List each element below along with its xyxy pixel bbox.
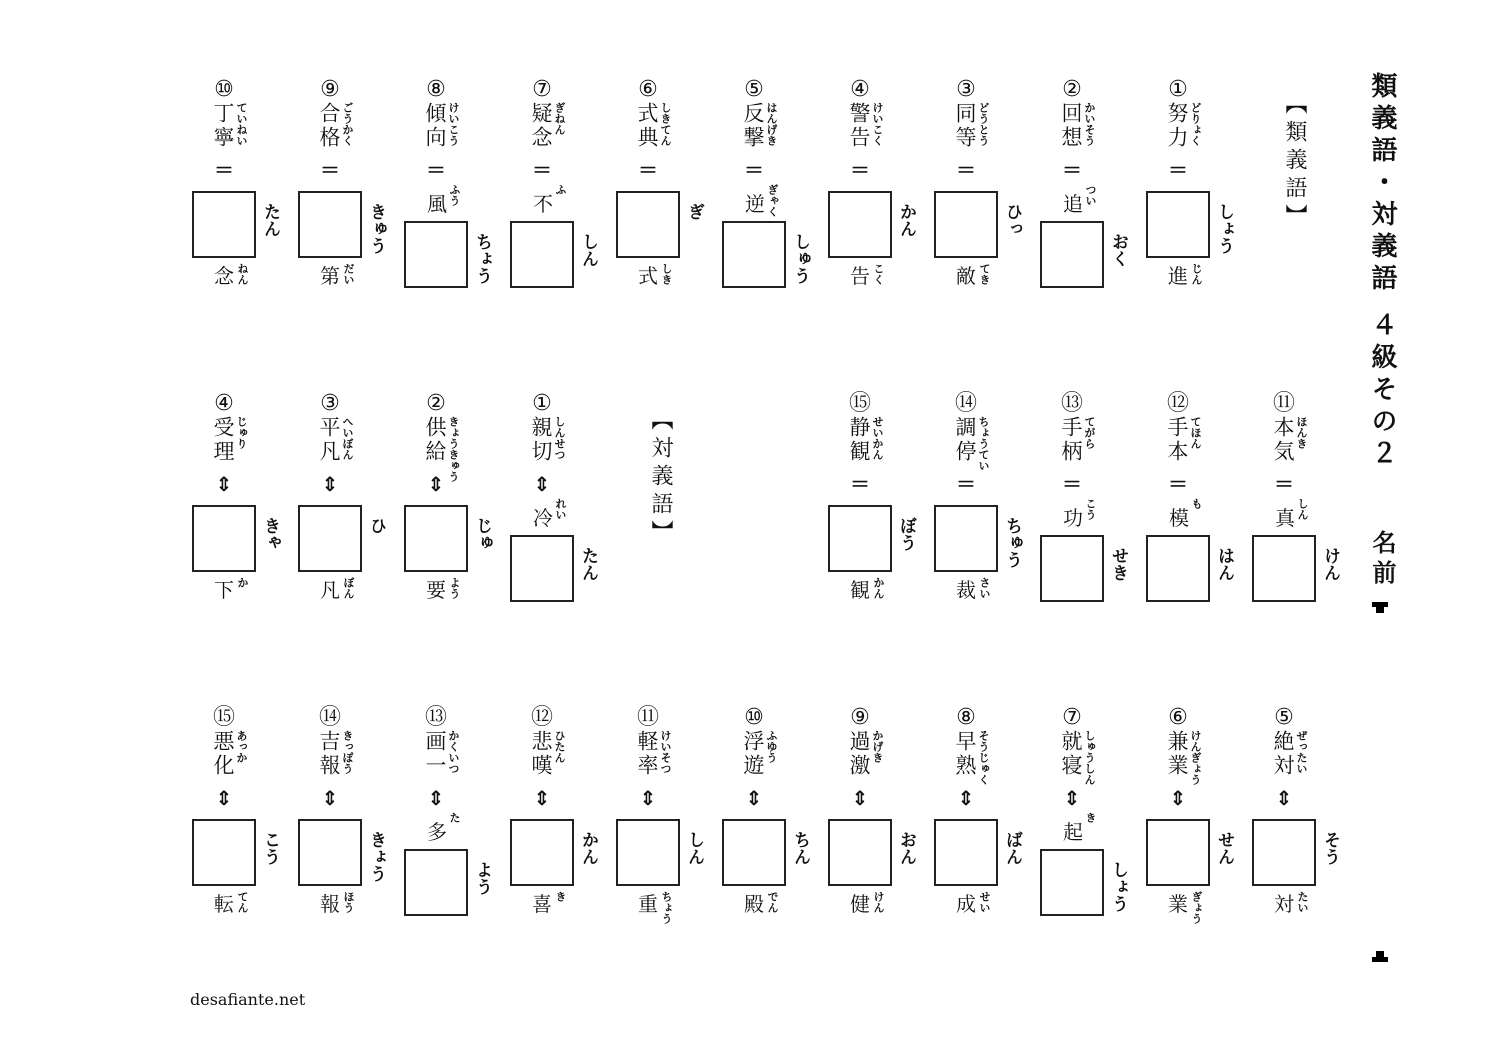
answer-box[interactable] [828, 505, 892, 572]
synonyms-item [192, 78, 292, 308]
source-word-reading: どうとう [977, 102, 990, 146]
answer-kana-hint: よう [472, 861, 492, 895]
hint-kanji: 不 [533, 192, 553, 216]
answer-box[interactable] [934, 819, 998, 886]
paired-kanji-reading: こく [872, 263, 885, 285]
hint-kanji: 冷 [533, 506, 553, 530]
paired-kanji: 対 [1274, 892, 1294, 916]
source-word: 受理 [211, 416, 235, 464]
question-number: ① [1168, 77, 1188, 102]
synonyms-item [828, 392, 928, 622]
paired-kanji: 第 [320, 264, 340, 288]
question-number: ④ [214, 391, 234, 416]
equals-icon: ＝ [1168, 472, 1188, 496]
paired-kanji-reading: しき [660, 263, 673, 285]
question-number: ⑧ [426, 77, 446, 102]
answer-kana-hint: せき [1108, 547, 1128, 581]
hint-kanji-reading: こう [1084, 498, 1097, 520]
answer-kana-hint: きゃ [260, 517, 280, 551]
answer-kana-hint: しん [578, 233, 598, 267]
equals-icon: ＝ [850, 472, 870, 496]
up-down-arrow-icon: ⇕ [427, 472, 445, 496]
paired-kanji-reading: き [554, 891, 567, 902]
antonyms-item [192, 706, 292, 936]
answer-box[interactable] [934, 505, 998, 572]
antonyms-item [510, 392, 610, 622]
question-number: ⑦ [532, 77, 552, 102]
equals-icon: ＝ [1062, 472, 1082, 496]
source-word-reading: あっか [235, 730, 248, 763]
source-word: 就寝 [1059, 730, 1083, 778]
paired-kanji-reading: か [236, 577, 249, 588]
up-down-arrow-icon: ⇕ [321, 786, 339, 810]
source-word: 警告 [847, 102, 871, 150]
answer-box[interactable] [722, 221, 786, 288]
paired-kanji-reading: ぼん [342, 577, 355, 599]
equals-icon: ＝ [956, 158, 976, 182]
source-word: 反撃 [741, 102, 765, 150]
source-word-reading: かくいつ [447, 730, 460, 774]
question-number: ② [1062, 77, 1082, 102]
answer-box[interactable] [510, 819, 574, 886]
antonyms-item [934, 706, 1034, 936]
hint-kanji-reading: れい [554, 498, 567, 520]
source-word: 浮遊 [741, 730, 765, 778]
paired-kanji: 念 [214, 264, 234, 288]
hint-kanji-reading: ぎゃく [766, 184, 779, 217]
antonyms-item [616, 706, 716, 936]
answer-box[interactable] [1040, 221, 1104, 288]
paired-kanji-reading: ぎょう [1190, 891, 1203, 924]
answer-box[interactable] [616, 819, 680, 886]
answer-kana-hint: たん [578, 547, 598, 581]
antonyms-item [828, 706, 928, 936]
answer-box[interactable] [722, 819, 786, 886]
answer-box[interactable] [298, 191, 362, 258]
paired-kanji-reading: たい [1296, 891, 1309, 913]
hint-kanji: 逆 [745, 192, 765, 216]
equals-icon: ＝ [744, 158, 764, 182]
source-word: 静観 [847, 416, 871, 464]
source-word-reading: じゅり [235, 416, 248, 449]
up-down-arrow-icon: ⇕ [321, 472, 339, 496]
question-number: ⑩ [744, 705, 764, 730]
paired-kanji: 業 [1168, 892, 1188, 916]
source-word: 努力 [1165, 102, 1189, 150]
question-number: ⑧ [956, 705, 976, 730]
source-word-reading: せいかん [871, 416, 884, 460]
paired-kanji: 進 [1168, 264, 1188, 288]
equals-icon: ＝ [426, 158, 446, 182]
antonyms-section-label: 【対義語】 [648, 408, 673, 548]
answer-kana-hint: しょう [1214, 203, 1234, 254]
name-bracket-close [1372, 948, 1388, 962]
source-word: 過激 [847, 730, 871, 778]
source-word: 悪化 [211, 730, 235, 778]
name-bracket-open [1372, 602, 1388, 616]
synonyms-item [404, 78, 504, 308]
answer-kana-hint: けん [1320, 547, 1340, 581]
source-word: 本気 [1271, 416, 1295, 464]
answer-box[interactable] [1252, 535, 1316, 602]
source-word: 早熟 [953, 730, 977, 778]
question-number: ⑥ [638, 77, 658, 102]
up-down-arrow-icon: ⇕ [1169, 786, 1187, 810]
answer-box[interactable] [404, 849, 468, 916]
synonyms-item [722, 78, 822, 308]
synonyms-item [510, 78, 610, 308]
equals-icon: ＝ [850, 158, 870, 182]
equals-icon: ＝ [1062, 158, 1082, 182]
hint-kanji-reading: ふう [448, 184, 461, 206]
source-word: 回想 [1059, 102, 1083, 150]
hint-kanji-reading: しん [1296, 498, 1309, 520]
source-word-reading: かいそう [1083, 102, 1096, 146]
answer-kana-hint: そう [1320, 831, 1340, 865]
paired-kanji: 告 [850, 264, 870, 288]
answer-kana-hint: じゅ [472, 517, 492, 551]
source-word-reading: ひたん [553, 730, 566, 763]
answer-box[interactable] [1252, 819, 1316, 886]
up-down-arrow-icon: ⇕ [533, 786, 551, 810]
paired-kanji-reading: けん [872, 891, 885, 913]
source-word: 丁寧 [211, 102, 235, 150]
answer-kana-hint: ちゅう [1002, 517, 1022, 568]
up-down-arrow-icon: ⇕ [639, 786, 657, 810]
source-word-reading: しきてん [659, 102, 672, 146]
paired-kanji-reading: でん [766, 891, 779, 913]
hint-kanji-reading: つい [1084, 184, 1097, 206]
equals-icon: ＝ [638, 158, 658, 182]
source-word-reading: きっぽう [341, 730, 354, 774]
synonyms-section-label: 【類義語】 [1282, 92, 1307, 232]
source-word-reading: てほん [1189, 416, 1202, 449]
answer-kana-hint: こう [260, 831, 280, 865]
question-number: ⑫ [1166, 391, 1189, 416]
up-down-arrow-icon: ⇕ [1275, 786, 1293, 810]
answer-box[interactable] [510, 535, 574, 602]
paired-kanji: 重 [638, 892, 658, 916]
up-down-arrow-icon: ⇕ [427, 786, 445, 810]
up-down-arrow-icon: ⇕ [1063, 786, 1081, 810]
source-word-reading: ふゆう [765, 730, 778, 763]
answer-kana-hint: しょう [1108, 861, 1128, 912]
source-word-reading: そうじゅく [977, 730, 990, 785]
source-word: 疑念 [529, 102, 553, 150]
equals-icon: ＝ [956, 472, 976, 496]
source-word: 手本 [1165, 416, 1189, 464]
antonyms-item [1146, 706, 1246, 936]
source-word: 吉報 [317, 730, 341, 778]
hint-kanji: 模 [1169, 506, 1189, 530]
synonyms-item [1146, 392, 1246, 622]
source-word-reading: きょうきゅう [447, 416, 460, 482]
answer-box[interactable] [1146, 819, 1210, 886]
hint-kanji-reading: ふ [554, 184, 567, 195]
hint-kanji: 功 [1063, 506, 1083, 530]
paired-kanji: 健 [850, 892, 870, 916]
worksheet-title: 類義語・対義語 ４級その２ [1367, 72, 1397, 472]
answer-kana-hint: ちん [790, 831, 810, 865]
paired-kanji-reading: じん [1190, 263, 1203, 285]
source-word-reading: はんげき [765, 102, 778, 146]
paired-kanji: 成 [956, 892, 976, 916]
question-number: ④ [850, 77, 870, 102]
source-word-reading: へいぼん [341, 416, 354, 460]
source-word-reading: てがら [1083, 416, 1096, 449]
answer-kana-hint: たん [260, 203, 280, 237]
antonyms-item [192, 392, 292, 622]
answer-box[interactable] [404, 221, 468, 288]
up-down-arrow-icon: ⇕ [215, 786, 233, 810]
paired-kanji: 喜 [532, 892, 552, 916]
antonyms-item [298, 392, 398, 622]
paired-kanji: 報 [320, 892, 340, 916]
source-word: 絶対 [1271, 730, 1295, 778]
question-number: ② [426, 391, 446, 416]
paired-kanji: 観 [850, 578, 870, 602]
source-word-reading: しゅうしん [1083, 730, 1096, 785]
source-word-reading: しんせつ [553, 416, 566, 460]
up-down-arrow-icon: ⇕ [745, 786, 763, 810]
equals-icon: ＝ [1168, 158, 1188, 182]
synonyms-item [934, 78, 1034, 308]
answer-box[interactable] [1146, 191, 1210, 258]
question-number: ⑥ [1168, 705, 1188, 730]
paired-kanji-reading: だい [342, 263, 355, 285]
question-number: ⑪ [1272, 391, 1295, 416]
paired-kanji: 要 [426, 578, 446, 602]
question-number: ⑤ [1274, 705, 1294, 730]
up-down-arrow-icon: ⇕ [957, 786, 975, 810]
synonyms-item [934, 392, 1034, 622]
paired-kanji-reading: てき [978, 263, 991, 285]
answer-box[interactable] [404, 505, 468, 572]
answer-kana-hint: ちょう [472, 233, 492, 284]
source-word: 兼業 [1165, 730, 1189, 778]
answer-kana-hint: かん [578, 831, 598, 865]
footer-site: desafiante.net [190, 990, 306, 1009]
equals-icon: ＝ [320, 158, 340, 182]
hint-kanji-reading: た [448, 812, 461, 823]
equals-icon: ＝ [532, 158, 552, 182]
paired-kanji: 下 [214, 578, 234, 602]
question-number: ③ [956, 77, 976, 102]
answer-kana-hint: ばん [1002, 831, 1022, 865]
source-word-reading: けいこく [871, 102, 884, 146]
source-word-reading: ごうかく [341, 102, 354, 146]
answer-kana-hint: ぼう [896, 517, 916, 551]
answer-kana-hint: おん [896, 831, 916, 865]
hint-kanji-reading: き [1084, 812, 1097, 823]
synonyms-item [1252, 392, 1352, 622]
up-down-arrow-icon: ⇕ [533, 472, 551, 496]
hint-kanji: 真 [1275, 506, 1295, 530]
antonyms-item [1252, 706, 1352, 936]
paired-kanji: 転 [214, 892, 234, 916]
antonyms-item [298, 706, 398, 936]
source-word: 式典 [635, 102, 659, 150]
answer-box[interactable] [298, 505, 362, 572]
question-number: ⑤ [744, 77, 764, 102]
answer-box[interactable] [828, 819, 892, 886]
synonyms-item [1040, 392, 1140, 622]
question-number: ⑨ [320, 77, 340, 102]
answer-box[interactable] [298, 819, 362, 886]
paired-kanji: 凡 [320, 578, 340, 602]
hint-kanji: 追 [1063, 192, 1083, 216]
hint-kanji-reading: も [1190, 498, 1203, 509]
question-number: ⑪ [636, 705, 659, 730]
question-number: ⑭ [318, 705, 341, 730]
paired-kanji-reading: よう [448, 577, 461, 599]
up-down-arrow-icon: ⇕ [851, 786, 869, 810]
source-word-reading: ほんき [1295, 416, 1308, 449]
source-word-reading: けいこう [447, 102, 460, 146]
answer-box[interactable] [192, 191, 256, 258]
answer-box[interactable] [510, 221, 574, 288]
answer-box[interactable] [192, 819, 256, 886]
source-word-reading: けんぎょう [1189, 730, 1202, 785]
source-word: 軽率 [635, 730, 659, 778]
source-word: 同等 [953, 102, 977, 150]
answer-box[interactable] [616, 191, 680, 258]
question-number: ⑮ [848, 391, 871, 416]
question-number: ⑬ [1060, 391, 1083, 416]
source-word: 悲嘆 [529, 730, 553, 778]
answer-box[interactable] [192, 505, 256, 572]
hint-kanji: 起 [1063, 820, 1083, 844]
hint-kanji: 風 [427, 192, 447, 216]
source-word: 手柄 [1059, 416, 1083, 464]
paired-kanji-reading: ねん [236, 263, 249, 285]
paired-kanji-reading: ほう [342, 891, 355, 913]
question-number: ③ [320, 391, 340, 416]
up-down-arrow-icon: ⇕ [215, 472, 233, 496]
answer-kana-hint: せん [1214, 831, 1234, 865]
source-word: 親切 [529, 416, 553, 464]
question-number: ⑫ [530, 705, 553, 730]
answer-kana-hint: ひっ [1002, 203, 1022, 237]
answer-kana-hint: ぎ [684, 203, 704, 220]
paired-kanji-reading: さい [978, 577, 991, 599]
answer-kana-hint: きょう [366, 831, 386, 882]
equals-icon: ＝ [1274, 472, 1294, 496]
source-word-reading: かげき [871, 730, 884, 763]
source-word-reading: ぜったい [1295, 730, 1308, 774]
paired-kanji: 裁 [956, 578, 976, 602]
question-number: ⑩ [214, 77, 234, 102]
synonyms-item [616, 78, 716, 308]
question-number: ⑦ [1062, 705, 1082, 730]
answer-kana-hint: しん [684, 831, 704, 865]
synonyms-item [828, 78, 928, 308]
paired-kanji-reading: せい [978, 891, 991, 913]
synonyms-item [1146, 78, 1246, 308]
answer-box[interactable] [1146, 535, 1210, 602]
source-word: 供給 [423, 416, 447, 464]
paired-kanji-reading: かん [872, 577, 885, 599]
source-word: 平凡 [317, 416, 341, 464]
antonyms-item [404, 392, 504, 622]
paired-kanji: 式 [638, 264, 658, 288]
synonyms-item [298, 78, 398, 308]
equals-icon: ＝ [214, 158, 234, 182]
question-number: ① [532, 391, 552, 416]
answer-kana-hint: おく [1108, 233, 1128, 267]
source-word-reading: けいそつ [659, 730, 672, 774]
synonyms-item [1040, 78, 1140, 308]
paired-kanji: 殿 [744, 892, 764, 916]
source-word-reading: ていねい [235, 102, 248, 146]
source-word-reading: ちょうてい [977, 416, 990, 471]
antonyms-item [722, 706, 822, 936]
answer-box[interactable] [828, 191, 892, 258]
source-word: 調停 [953, 416, 977, 464]
answer-box[interactable] [934, 191, 998, 258]
answer-kana-hint: かん [896, 203, 916, 237]
question-number: ⑭ [954, 391, 977, 416]
answer-kana-hint: しゅう [790, 233, 810, 284]
hint-kanji: 多 [427, 820, 447, 844]
antonyms-item [404, 706, 504, 936]
question-number: ⑨ [850, 705, 870, 730]
source-word: 合格 [317, 102, 341, 150]
source-word: 画一 [423, 730, 447, 778]
answer-box[interactable] [1040, 849, 1104, 916]
source-word: 傾向 [423, 102, 447, 150]
name-label: 名前 [1368, 530, 1396, 590]
answer-kana-hint: ひ [366, 517, 386, 534]
paired-kanji-reading: ちょう [660, 891, 673, 924]
paired-kanji-reading: てん [236, 891, 249, 913]
answer-kana-hint: はん [1214, 547, 1234, 581]
antonyms-item [510, 706, 610, 936]
answer-box[interactable] [1040, 535, 1104, 602]
source-word-reading: どりょく [1189, 102, 1202, 146]
antonyms-item [1040, 706, 1140, 936]
answer-kana-hint: きゅう [366, 203, 386, 254]
paired-kanji: 敵 [956, 264, 976, 288]
question-number: ⑮ [212, 705, 235, 730]
question-number: ⑬ [424, 705, 447, 730]
source-word-reading: ぎねん [553, 102, 566, 135]
